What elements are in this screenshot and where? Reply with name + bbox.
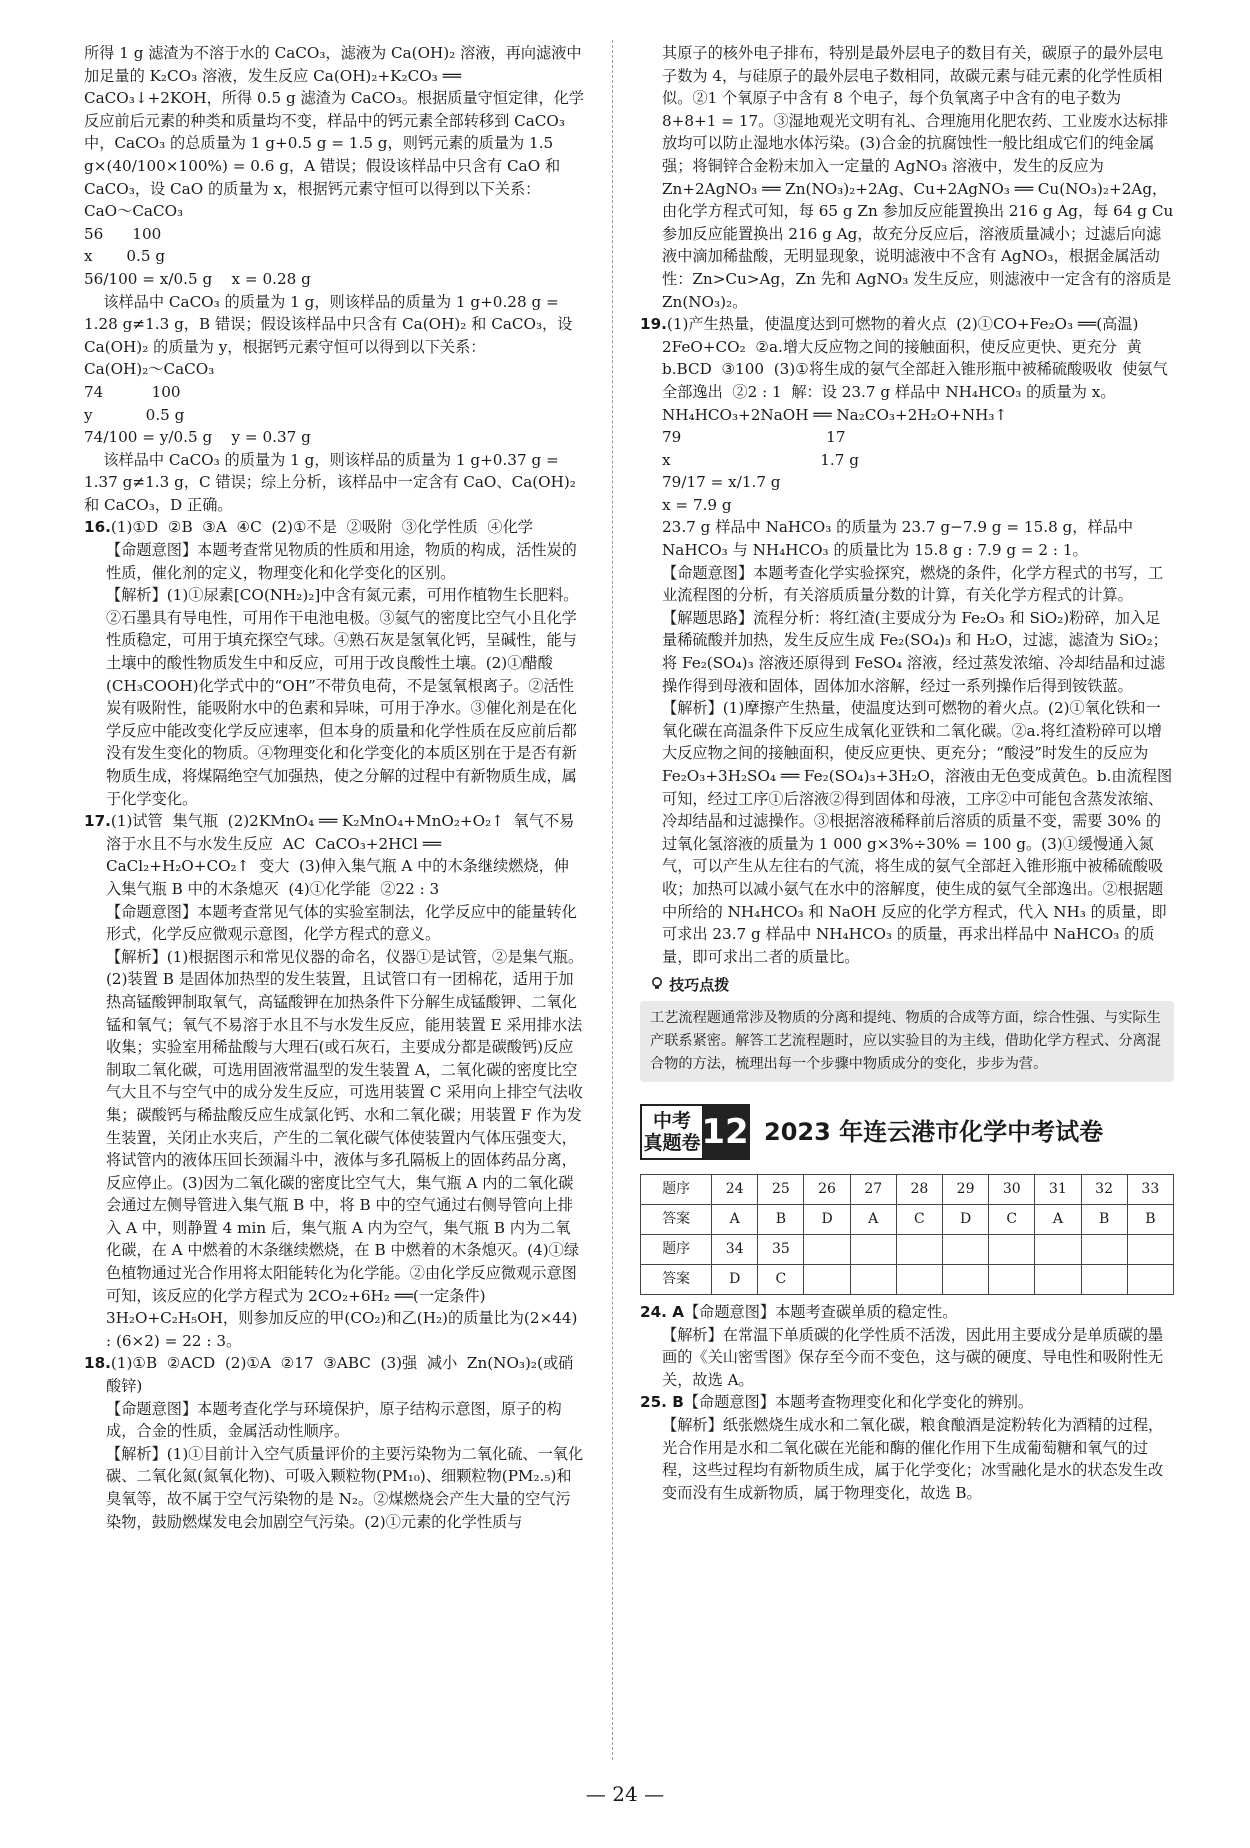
paragraph: 【解析】(1)①尿素[CO(NH₂)₂]中含有氮元素，可用作植物生长肥料。②石墨具有导电性，可用作干电池电极。③氦气的密度比空气小且化学性质稳定，可用于填充探空气球。④熟石灰是氢氧化钙，呈碱性，能与土壤中的酸性物质发生中和反应，可用于改良酸性土壤。(2)①醋酸(CH₃COOH)化学式中的“OH”不带负电荷，不是氢氧根离子。②活性炭有吸附性，能吸附水中的色素和异味，可用于净水。③催化剂是在化学反应中能改变化学反应速率，但本身的质量和化学性质在反应前后都没有发生变化的物质。④物理变化和化学变化的本质区别在于是否有新物质生成，将煤隔绝空气加强热，使之分解的过程中有新物质生成，属于化学变化。 [106, 586, 579, 808]
answer-table-cell [1081, 1264, 1127, 1294]
answer-table-cell [850, 1234, 896, 1264]
right-bottom-content [640, 1301, 1174, 1504]
answer-table-label: 题序 [641, 1174, 712, 1204]
answer-table-cell [896, 1264, 942, 1294]
lightbulb-icon [650, 976, 669, 994]
answer-table-cell: B [1081, 1204, 1127, 1234]
paragraph: 【命题意图】本题考查化学与环境保护，原子结构示意图，原子的构成，合金的性质，金属活动性顺序。 [106, 1399, 562, 1441]
answer-table-cell: 29 [942, 1174, 988, 1204]
answer-table-cell: A [712, 1204, 758, 1234]
paragraph: 其原子的核外电子排布，特别是最外层电子的数目有关，碳原子的最外层电子数为 4，与硅原子的最外层电子数相同，故碳元素与硅元素的化学性质相似。②1 个氧原子中含有 8 个电子，每个负氧离子中含有的电子数为 8+8+1 = 17。③湿地观光文明有礼、合理施用化肥农药、工业废水达标排放均可以防止湿地水体污染。(3)合金的抗腐蚀性一般比组成它们的纯金属强；将铜锌合金粉末加入一定量的 AgNO₃ 溶液中，发生的反应为 Zn+2AgNO₃ ══ Zn(NO₃)₂+2Ag、Cu+2AgNO₃ ══ Cu(NO₃)₂+2Ag，由化学方程式可知，每 65 g Zn 参加反应能置换出 216 g Ag，每 64 g Cu 参加反应能置换出 216 g Ag，故充分反应后，溶液质量减小；过滤后向滤液中滴加稀盐酸，无明显现象，说明滤液中不含有 AgNO₃，根据金属活动性：Zn>Cu>Ag，Zn 先和 AgNO₃ 发生反应，则滤液中一定含有的溶质是 Zn(NO₃)₂。 [662, 44, 1179, 311]
question-number: 19. [640, 315, 667, 334]
page-number: — 24 — [585, 1782, 665, 1806]
question-answer [84, 810, 584, 900]
question-answer [640, 313, 1174, 403]
question-answer [84, 1352, 584, 1397]
question-number: 25. B [640, 1393, 684, 1412]
answer-table-cell: 33 [1127, 1174, 1173, 1204]
tip-box [640, 974, 1174, 1082]
paragraph: 【命题意图】本题考查常见物质的性质和用途，物质的构成，活性炭的性质，催化剂的定义，物理变化和化学变化的区别。 [106, 541, 577, 582]
exam-badge [640, 1104, 750, 1160]
answer-table-row [641, 1204, 1174, 1234]
answer-table-cell [1035, 1234, 1081, 1264]
answer-table-cell: 24 [712, 1174, 758, 1204]
answer-text: 【命题意图】本题考查物理变化和化学变化的辨别。 [683, 1393, 1034, 1412]
answer-table-label: 答案 [641, 1204, 712, 1234]
paragraph: 【解题思路】流程分析：将红渣(主要成分为 Fe₂O₃ 和 SiO₂)粉碎，加入足量稀硫酸并加热，发生反应生成 Fe₂(SO₄)₃ 和 H₂O，过滤，滤渣为 SiO₂；将 Fe₂(SO₄)₃ 溶液还原得到 FeSO₄ 溶液，经过蒸发浓缩、冷却结晶和过滤操作得到母液和固体，固体加水溶解，经过一系列操作后得到铵铁蓝。 [662, 608, 1168, 695]
column-divider [612, 40, 613, 1760]
answer-table-label: 答案 [641, 1264, 712, 1294]
answer-table-row [641, 1174, 1174, 1204]
tip-text: 工艺流程题通常涉及物质的分离和提纯、物质的合成等方面，综合性强、与实际生产联系紧密。解答工艺流程题时，应以实验目的为主线，借助化学方程式、分离混合物的方法，梳理出每一个步骤中物质成分的变化，步步为营。 [640, 1001, 1174, 1082]
answer-table-cell [1127, 1234, 1173, 1264]
answer-text: (1)产生热量，使温度达到可燃物的着火点 (2)①CO+Fe₂O₃ ══(高温) 2FeO+CO₂ ②a.增大反应物之间的接触面积，使反应更快、更充分 黄 b.BCD ③100 (3)①将生成的氨气全部赶入锥形瓶中被稀硫酸吸收 使氨气全部逸出 ②2 : 1 解：设 23.7 g 样品中 NH₄HCO₃ 的质量为 x。 [662, 315, 1168, 401]
tip-heading [650, 974, 1174, 997]
answer-table-cell [1127, 1264, 1173, 1294]
answer-table-cell: 34 [712, 1234, 758, 1264]
answer-table-cell [942, 1264, 988, 1294]
paragraph: 【命题意图】本题考查常见气体的实验室制法，化学反应中的能量转化形式，化学反应微观示意图，化学方程式的意义。 [106, 902, 577, 944]
answer-table-cell: A [1035, 1204, 1081, 1234]
right-column [640, 42, 1179, 1504]
answer-table-cell [942, 1234, 988, 1264]
question-number: 16. [84, 518, 111, 537]
answer-table-row [641, 1234, 1174, 1264]
answer-table-cell: 28 [896, 1174, 942, 1204]
answer-table-cell: 32 [1081, 1174, 1127, 1204]
answer-table-cell [1035, 1264, 1081, 1294]
answer-text: (1)试管 集气瓶 (2)2KMnO₄ ══ K₂MnO₄+MnO₂+O₂↑ 氧气不易溶于水且不与水发生反应 AC CaCO₃+2HCl ══ CaCl₂+H₂O+CO₂↑ 变大 (3)伸入集气瓶 A 中的木条继续燃烧，伸入集气瓶 B 中的木条熄灭 (4)①化学能 ②22 : 3 [106, 812, 575, 898]
answer-table-cell: A [850, 1204, 896, 1234]
answer-table-cell: C [989, 1204, 1035, 1234]
paragraph: 23.7 g 样品中 NaHCO₃ 的质量为 23.7 g−7.9 g = 15.8 g，样品中 NaHCO₃ 与 NH₄HCO₃ 的质量比为 15.8 g : 7.9 g = 2 : 1。 [662, 518, 1138, 560]
answer-table-cell: 27 [850, 1174, 896, 1204]
answer-table-cell: C [758, 1264, 804, 1294]
exam-header [640, 1104, 1174, 1160]
paragraph: 所得 1 g 滤渣为不溶于水的 CaCO₃，滤液为 Ca(OH)₂ 溶液，再向滤液中加足量的 K₂CO₃ 溶液，发生反应 Ca(OH)₂+K₂CO₃ ══ CaCO₃↓+2KOH，所得 0.5 g 滤渣为 CaCO₃。根据质量守恒定律，化学反应前后元素的种类和质量均不变，样品中的钙元素全部转移到 CaCO₃ 中，CaCO₃ 的总质量为 1 g+0.5 g = 1.5 g，则钙元素的质量为 1.5 g×(40/100×100%) = 0.6 g，A 错误；假设该样品中只含有 CaO 和 CaCO₃，设 CaO 的质量为 x，根据钙元素守恒可以得到以下关系： [84, 44, 584, 198]
paragraph: 【解析】(1)①目前计入空气质量评价的主要污染物为二氧化硫、一氧化碳、二氧化氮(氮氧化物)、可吸入颗粒物(PM₁₀)、细颗粒物(PM₂.₅)和臭氧等，故不属于空气污染物的是 N₂。②煤燃烧会产生大量的空气污染物，鼓励燃煤发电会加剧空气污染。(2)①元素的化学性质与 [106, 1444, 584, 1531]
paragraph: NH₄HCO₃+2NaOH ══ Na₂CO₃+2H₂O+NH₃↑ 79 17 x 1.7 g 79/17 = x/1.7 g x = 7.9 g [662, 405, 1008, 514]
answer-table-cell: 31 [1035, 1174, 1081, 1204]
answer-table-cell: B [1127, 1204, 1173, 1234]
question-answer [640, 1391, 1174, 1414]
answer-table-cell [804, 1264, 850, 1294]
answer-table-row [641, 1264, 1174, 1294]
answer-table-cell [989, 1264, 1035, 1294]
answer-table [640, 1174, 1174, 1295]
paragraph: 【解析】在常温下单质碳的化学性质不活泼，因此用主要成分是单质碳的墨画的《关山密雪图》保存至今而不变色，这与碳的硬度、导电性和吸附性无关，故选 A。 [662, 1325, 1164, 1389]
answer-text: (1)①B ②ACD (2)①A ②17 ③ABC (3)强 减小 Zn(NO₃)₂(或硝酸锌) [106, 1354, 574, 1396]
question-answer [84, 516, 584, 539]
paragraph: CaO～CaCO₃ 56 100 x 0.5 g 56/100 = x/0.5 g x = 0.28 g [84, 202, 311, 288]
answer-table-cell: 35 [758, 1234, 804, 1264]
question-number: 18. [84, 1354, 111, 1373]
answer-table-cell: C [896, 1204, 942, 1234]
answer-table-cell: 30 [989, 1174, 1035, 1204]
answer-table-cell: 25 [758, 1174, 804, 1204]
paragraph: Ca(OH)₂～CaCO₃ 74 100 y 0.5 g 74/100 = y/0.5 g y = 0.37 g [84, 360, 311, 447]
exam-badge-text: 中考 真题卷 [643, 1109, 701, 1154]
answer-table-cell [989, 1234, 1035, 1264]
question-answer [640, 1301, 1174, 1324]
answer-table-cell: D [942, 1204, 988, 1234]
question-number: 24. A [640, 1302, 684, 1321]
right-top-content [640, 42, 1179, 968]
answer-table-cell: B [758, 1204, 804, 1234]
exam-title: 2023 年连云港市化学中考试卷 [764, 1117, 1104, 1146]
answer-table-cell: D [712, 1264, 758, 1294]
answer-table-label: 题序 [641, 1234, 712, 1264]
answer-table-cell [896, 1234, 942, 1264]
answer-text: 【命题意图】本题考查碳单质的稳定性。 [683, 1302, 958, 1321]
answer-table-cell [1081, 1234, 1127, 1264]
paragraph: 该样品中 CaCO₃ 的质量为 1 g，则该样品的质量为 1 g+0.28 g = 1.28 g≠1.3 g，B 错误；假设该样品中只含有 Ca(OH)₂ 和 CaCO₃，设 Ca(OH)₂ 的质量为 y，根据钙元素守恒可以得到以下关系： [84, 292, 578, 356]
tip-heading-label: 技巧点拨 [669, 976, 730, 995]
paragraph: 该样品中 CaCO₃ 的质量为 1 g，则该样品的质量为 1 g+0.37 g = 1.37 g≠1.3 g，C 错误；综上分析，该样品中一定含有 CaO、Ca(OH)₂和 CaCO₃，D 正确。 [84, 450, 576, 514]
answer-table-cell [850, 1264, 896, 1294]
answer-table-cell: 26 [804, 1174, 850, 1204]
answer-table-cell [804, 1234, 850, 1264]
paragraph: 【解析】(1)根据图示和常见仪器的命名，仪器①是试管，②是集气瓶。(2)装置 B 是固体加热型的发生装置，且试管口有一团棉花，适用于加热高锰酸钾制取氧气，高锰酸钾在加热条件下分解生成锰酸钾、二氧化锰和氧气；氧气不易溶于水且不与水发生反应，能用装置 E 采用排水法收集；实验室用稀盐酸与大理石(或石灰石，主要成分都是碳酸钙)反应制取二氧化碳，可选用固液常温型的发生装置 A，二氧化碳的密度比空气大且不与空气中的成分发生反应，可选用装置 C 采用向上排空气法收集；碳酸钙与稀盐酸反应生成氯化钙、水和二氧化碳；用装置 F 作为发生装置，关闭止水夹后，产生的二氧化碳气体使装置内气体压强变大，将试管内的液体压回长颈漏斗中，液体与多孔隔板上的固体药品分离，反应停止。(3)因为二氧化碳的密度比空气大，集气瓶 A 内的二氧化碳会通过左侧导管进入集气瓶 B 中，将 B 中的空气通过右侧导管向上排入 A 中，则静置 4 min 后，集气瓶 A 内为空气，集气瓶 B 内为二氧化碳，在 A 中燃着的木条继续燃烧，在 B 中燃着的木条熄灭。(4)①绿色植物通过光合作用将太阳能转化为化学能。②由化学反应微观示意图可知，该反应的化学方程式为 2CO₂+6H₂ ══(一定条件) 3H₂O+C₂H₅OH，则参加反应的甲(CO₂)和乙(H₂)的质量比为(2×44) : (6×2) = 22 : 3。 [106, 947, 584, 1350]
paragraph: 【解析】(1)摩擦产生热量，使温度达到可燃物的着火点。(2)①氧化铁和一氧化碳在高温条件下反应生成氧化亚铁和二氧化碳。②a.将红渣粉碎可以增大反应物之间的接触面积，使反应更快、更充分；“酸浸”时发生的反应为 Fe₂O₃+3H₂SO₄ ══ Fe₂(SO₄)₃+3H₂O，溶液由无色变成黄色。b.由流程图可知，经过工序①后溶液②得到固体和母液，工序②中可能包含蒸发浓缩、冷却结晶和过滤操作。③根据溶液稀释前后溶质的质量不变，需要 30% 的过氧化氢溶液的质量为 1 000 g×3%÷30% = 100 g。(3)①缓慢通入氮气，可以产生从左往右的气流，将生成的氨气全部赶入锥形瓶中被稀硫酸吸收；加热可以减小氨气在水中的溶解度，使生成的氨气全部逸出。②根据题中所给的 NH₄HCO₃ 和 NaOH 反应的化学方程式，代入 NH₃ 的质量，即可求出 23.7 g 样品中 NH₄HCO₃ 的质量，再求出样品中 NaHCO₃ 的质量，即可求出二者的质量比。 [662, 699, 1173, 966]
answer-table-cell: D [804, 1204, 850, 1234]
answer-text: (1)①D ②B ③A ④C (2)①不是 ②吸附 ③化学性质 ④化学 [110, 518, 533, 537]
paragraph: 【命题意图】本题考查化学实验探究，燃烧的条件，化学方程式的书写，工业流程图的分析，有关溶质质量分数的计算，有关化学方程式的计算。 [662, 563, 1164, 605]
exam-badge-number: 12 [702, 1106, 748, 1158]
left-column [84, 42, 584, 1533]
paragraph: 【解析】纸张燃烧生成水和二氧化碳，粮食酿酒是淀粉转化为酒精的过程，光合作用是水和二氧化碳在光能和酶的催化作用下生成葡萄糖和氧气的过程，这些过程均有新物质生成，属于化学变化；冰雪融化是水的状态发生改变而没有生成新物质，属于物理变化，故选 B。 [662, 1415, 1164, 1502]
question-number: 17. [84, 812, 111, 831]
